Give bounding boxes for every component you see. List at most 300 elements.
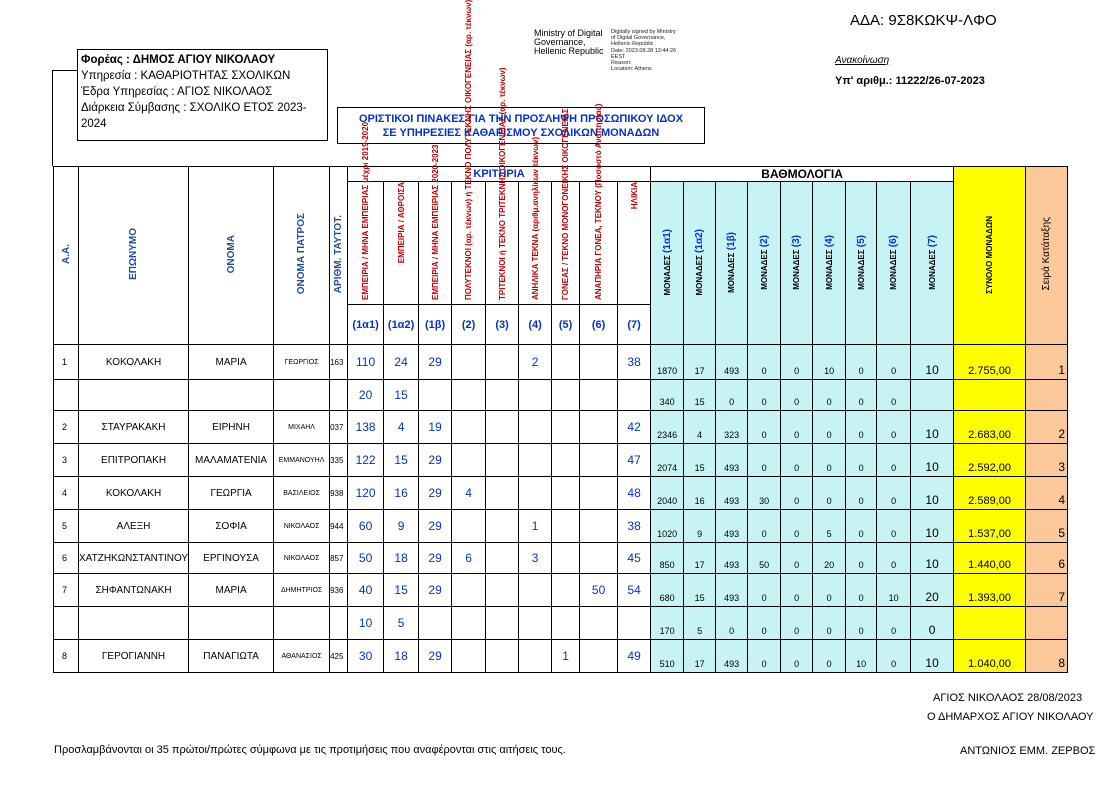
header-father: ΟΝΟΜΑ ΠΑΤΡΟΣ <box>274 167 330 345</box>
row-score: 493 <box>716 640 748 673</box>
row-score: 1870 <box>651 345 684 380</box>
row-score: 0 <box>781 380 813 411</box>
entity-service: Υπηρεσία : ΚΑΘΑΡΙΟΤΗΤΑΣ ΣΧΟΛΙΚΩΝ <box>81 70 291 82</box>
header-surname: ΕΠΩΝΥΜΟ <box>79 167 189 345</box>
row-father <box>274 607 330 640</box>
row-criterion: 54 <box>618 574 651 607</box>
criterion-code: (7) <box>618 305 651 345</box>
criterion-code: (1β) <box>419 305 452 345</box>
row-criterion <box>452 574 486 607</box>
criterion-label: ΗΛΙΚΙΑ <box>618 182 651 305</box>
row-score: 0 <box>813 607 846 640</box>
row-criterion: 110 <box>348 345 384 380</box>
entity-duration: Διάρκεια Σύμβασης : ΣΧΟΛΙΚΟ ΕΤΟΣ 2023- <box>81 102 307 114</box>
criterion-label: ΑΝΑΠΗΡΙΑ ΓΟΝΕΑ, ΤΕΚΝΟΥ (Ποσοστό Αναπηρίας) <box>580 182 618 305</box>
row-criterion: 29 <box>419 574 452 607</box>
table-row <box>54 380 1068 411</box>
row-score: 0 <box>716 607 748 640</box>
row-score: 17 <box>684 543 716 574</box>
criterion-code: (5) <box>552 305 580 345</box>
row-criterion <box>419 380 452 411</box>
score-col-header: ΜΟΝΑΔΕΣ (1α2) <box>684 182 716 345</box>
table-row <box>54 607 1068 640</box>
row-criterion <box>552 411 580 444</box>
row-score: 493 <box>716 477 748 510</box>
row-total: 2.592,00 <box>954 444 1026 477</box>
row-rank: 1 <box>1026 345 1068 380</box>
row-father: ΓΕΩΡΓΙΟΣ <box>274 345 330 380</box>
row-score: 170 <box>651 607 684 640</box>
row-id: 936 <box>330 574 348 607</box>
row-rank: 2 <box>1026 411 1068 444</box>
row-score: 0 <box>781 444 813 477</box>
row-score: 10 <box>911 411 954 444</box>
row-score: 0 <box>846 574 877 607</box>
table-row <box>54 411 1068 444</box>
row-criterion: 15 <box>384 444 419 477</box>
row-score: 0 <box>781 574 813 607</box>
row-score: 510 <box>651 640 684 673</box>
table-row <box>54 510 1068 543</box>
row-criterion <box>519 607 552 640</box>
row-criterion <box>486 444 519 477</box>
row-aa <box>54 380 79 411</box>
row-name: ΜΑΡΙΑ <box>189 345 274 380</box>
row-criterion: 60 <box>348 510 384 543</box>
criterion-label: ΓΟΝΕΑΣ / ΤΕΚΝΟ ΜΟΝΟΓΟΝΕΙΚΗΣ ΟΙΚΟΓΕΝΕΙΑΣ <box>552 182 580 305</box>
row-score: 0 <box>846 477 877 510</box>
row-criterion <box>486 607 519 640</box>
row-criterion: 40 <box>348 574 384 607</box>
row-score: 15 <box>684 574 716 607</box>
row-total <box>954 607 1026 640</box>
row-score: 0 <box>813 640 846 673</box>
row-score: 0 <box>877 345 911 380</box>
row-criterion: 50 <box>348 543 384 574</box>
row-score: 0 <box>877 543 911 574</box>
row-rank: 8 <box>1026 640 1068 673</box>
entity-duration-2: 2024 <box>81 118 107 130</box>
criterion-label: ΠΟΛΥΤΕΚΝΟΙ (αρ. τέκνων) ή ΤΕΚΝΟ ΠΟΛΥΤΕΚΝΗΣ ΟΙΚΟΓΕΝΕΙΑΣ (αρ. τέκνων) <box>452 182 486 305</box>
row-criterion <box>519 477 552 510</box>
row-score: 0 <box>748 574 781 607</box>
score-col-header: ΜΟΝΑΔΕΣ (1β) <box>716 182 748 345</box>
row-criterion <box>552 380 580 411</box>
row-criterion: 19 <box>419 411 452 444</box>
row-criterion <box>552 345 580 380</box>
row-criterion <box>486 640 519 673</box>
row-criterion: 29 <box>419 543 452 574</box>
row-score: 0 <box>716 380 748 411</box>
header-id: ΑΡΙΘΜ. ΤΑΥΤΟΤ. <box>330 167 348 345</box>
row-score: 493 <box>716 444 748 477</box>
row-criterion: 5 <box>384 607 419 640</box>
criterion-label: ΕΜΠΕΙΡΙΑ / ΑΘΡΟΙΣΑ <box>384 182 419 305</box>
row-surname: ΣΗΦΑΝΤΩΝΑΚΗ <box>79 574 189 607</box>
row-name: ΕΙΡΗΝΗ <box>189 411 274 444</box>
row-surname: ΚΟΚΟΛΑΚΗ <box>79 345 189 380</box>
row-criterion <box>486 345 519 380</box>
row-total: 1.440,00 <box>954 543 1026 574</box>
mayor-name: ΑΝΤΩΝΙΟΣ ΕΜΜ. ΖΕΡΒΟΣ <box>960 745 1096 757</box>
row-score: 9 <box>684 510 716 543</box>
row-criterion: 4 <box>384 411 419 444</box>
entity-info-box <box>77 49 328 141</box>
row-score: 0 <box>846 345 877 380</box>
hiring-note: Προσλαμβάνονται οι 35 πρώτοι/πρώτες σύμφωνα με τις προτιμήσεις που αναφέρονται στις αιτήσεις τους. <box>54 744 566 756</box>
row-score: 0 <box>877 477 911 510</box>
row-aa: 1 <box>54 345 79 380</box>
row-criterion <box>452 380 486 411</box>
row-father: ΜΙΧΑΗΛ <box>274 411 330 444</box>
row-score: 340 <box>651 380 684 411</box>
row-score: 2346 <box>651 411 684 444</box>
row-score: 0 <box>781 607 813 640</box>
entity-seat: Έδρα Υπηρεσίας : ΑΓΙΟΣ ΝΙΚΟΛΑΟΣ <box>81 86 273 98</box>
table-row <box>54 574 1068 607</box>
row-criterion: 15 <box>384 574 419 607</box>
row-criterion: 18 <box>384 640 419 673</box>
row-id: 425 <box>330 640 348 673</box>
bracket-line <box>52 70 78 71</box>
row-criterion: 29 <box>419 444 452 477</box>
row-criterion <box>552 477 580 510</box>
row-criterion: 6 <box>452 543 486 574</box>
row-surname: ΑΛΕΞΗ <box>79 510 189 543</box>
header-rank: Σειρά Κατάταξης <box>1026 167 1068 345</box>
row-score: 2074 <box>651 444 684 477</box>
row-score: 0 <box>813 477 846 510</box>
row-aa: 3 <box>54 444 79 477</box>
row-name: ΜΑΡΙΑ <box>189 574 274 607</box>
row-criterion <box>452 345 486 380</box>
row-criterion <box>452 444 486 477</box>
row-criterion: 50 <box>580 574 618 607</box>
row-rank: 7 <box>1026 574 1068 607</box>
row-criterion <box>519 574 552 607</box>
row-criterion: 4 <box>452 477 486 510</box>
row-score: 0 <box>781 640 813 673</box>
row-father: ΒΑΣΙΛΕΙΟΣ <box>274 477 330 510</box>
row-criterion <box>519 411 552 444</box>
row-score: 493 <box>716 345 748 380</box>
row-criterion <box>552 574 580 607</box>
row-criterion: 122 <box>348 444 384 477</box>
row-criterion <box>580 345 618 380</box>
row-criterion <box>552 607 580 640</box>
criterion-code: (1α2) <box>384 305 419 345</box>
row-father: ΔΗΜΗΤΡΙΟΣ <box>274 574 330 607</box>
row-criterion <box>486 477 519 510</box>
row-total: 1.537,00 <box>954 510 1026 543</box>
row-name: ΠΑΝΑΓΙΩΤΑ <box>189 640 274 673</box>
table-row <box>54 640 1068 673</box>
row-score: 0 <box>911 607 954 640</box>
row-criterion <box>519 444 552 477</box>
row-score: 10 <box>813 345 846 380</box>
row-score: 493 <box>716 574 748 607</box>
row-score: 10 <box>911 345 954 380</box>
score-col-header: ΜΟΝΑΔΕΣ (6) <box>877 182 911 345</box>
row-criterion <box>519 380 552 411</box>
entity-foreas: Φορέας : ΔΗΜΟΣ ΑΓΙΟΥ ΝΙΚΟΛΑΟΥ <box>81 54 276 66</box>
row-id: 335 <box>330 444 348 477</box>
ministry-signer: Ministry of Digital Governance, Hellenic Republic <box>534 28 604 56</box>
row-father: ΑΘΑΝΑΣΙΟΣ <box>274 640 330 673</box>
row-score: 4 <box>684 411 716 444</box>
row-score: 0 <box>813 380 846 411</box>
score-col-header: ΜΟΝΑΔΕΣ (7) <box>911 182 954 345</box>
row-name: ΕΡΓΙΝΟΥΣΑ <box>189 543 274 574</box>
row-score: 0 <box>877 510 911 543</box>
row-id <box>330 380 348 411</box>
row-name: ΣΟΦΙΑ <box>189 510 274 543</box>
row-score: 50 <box>748 543 781 574</box>
row-criterion <box>552 444 580 477</box>
place-date: ΑΓΙΟΣ ΝΙΚΟΛΑΟΣ 28/08/2023 <box>933 692 1083 704</box>
row-score: 0 <box>813 411 846 444</box>
row-id <box>330 607 348 640</box>
row-criterion <box>452 411 486 444</box>
row-score: 10 <box>846 640 877 673</box>
row-surname <box>79 607 189 640</box>
row-score: 15 <box>684 380 716 411</box>
row-criterion: 29 <box>419 345 452 380</box>
row-score: 0 <box>748 411 781 444</box>
table-row <box>54 477 1068 510</box>
row-score: 16 <box>684 477 716 510</box>
score-col-header: ΜΟΝΑΔΕΣ (4) <box>813 182 846 345</box>
header-aa: Α.Α. <box>54 167 79 345</box>
row-score: 0 <box>748 345 781 380</box>
row-score <box>911 380 954 411</box>
row-aa: 7 <box>54 574 79 607</box>
row-score: 0 <box>813 444 846 477</box>
row-score: 0 <box>877 444 911 477</box>
row-surname <box>79 380 189 411</box>
row-score: 0 <box>877 640 911 673</box>
digital-signature: Digitally signed by Ministry of Digital Governance, Hellenic Republic Date: 2023.08.28 13:44:26 EEST Reason: Location: Athens <box>611 29 677 73</box>
criterion-label: ΕΜΠΕΙΡΙΑ / ΜΗΝΑ ΕΜΠΕΙΡΙΑΣ μέχρι 2019-2020 <box>348 182 384 305</box>
row-rank: 3 <box>1026 444 1068 477</box>
row-score: 0 <box>846 607 877 640</box>
row-score: 0 <box>748 510 781 543</box>
row-criterion <box>618 607 651 640</box>
header-name: ΟΝΟΜΑ <box>189 167 274 345</box>
row-criterion <box>580 444 618 477</box>
criterion-label: ΕΜΠΕΙΡΙΑ / ΜΗΝΑ ΕΜΠΕΙΡΙΑΣ 2020-2023 <box>419 182 452 305</box>
row-criterion: 138 <box>348 411 384 444</box>
row-id: 944 <box>330 510 348 543</box>
score-col-header: ΜΟΝΑΔΕΣ (1α1) <box>651 182 684 345</box>
row-total: 1.040,00 <box>954 640 1026 673</box>
row-score: 0 <box>781 510 813 543</box>
row-score: 0 <box>877 411 911 444</box>
row-criterion: 120 <box>348 477 384 510</box>
criterion-code: (4) <box>519 305 552 345</box>
row-score: 10 <box>877 574 911 607</box>
score-col-header: ΜΟΝΑΔΕΣ (5) <box>846 182 877 345</box>
row-rank: 6 <box>1026 543 1068 574</box>
document-title: ΟΡΙΣΤΙΚΟΙ ΠΙΝΑΚΕΣ ΓΙΑ ΤΗΝ ΠΡΟΣΛΗΨΗ ΠΡΟΣΩΠΙΚΟΥ ΙΔΟΧ ΣΕ ΥΠΗΡΕΣΙΕΣ ΚΑΘΑΡΙΣΜΟΥ ΣΧΟΛΙΚΩΝ ΜΟΝΑΔΩΝ <box>337 107 705 144</box>
row-criterion <box>580 607 618 640</box>
row-score: 17 <box>684 640 716 673</box>
row-criterion <box>486 510 519 543</box>
row-score: 5 <box>684 607 716 640</box>
row-criterion <box>580 411 618 444</box>
row-surname: ΓΕΡΟΓΙΑΝΝΗ <box>79 640 189 673</box>
row-score: 0 <box>781 477 813 510</box>
row-criterion: 24 <box>384 345 419 380</box>
row-criterion: 16 <box>384 477 419 510</box>
score-col-header: ΜΟΝΑΔΕΣ (3) <box>781 182 813 345</box>
header-total: ΣΥΝΟΛΟ ΜΟΝΑΔΩΝ <box>954 167 1026 345</box>
row-criterion <box>580 380 618 411</box>
row-father <box>274 380 330 411</box>
row-score: 30 <box>748 477 781 510</box>
row-criterion: 48 <box>618 477 651 510</box>
ada-code: ΑΔΑ: 9Σ8ΚΩΚΨ-ΛΦΟ <box>850 12 997 29</box>
row-criterion <box>552 543 580 574</box>
row-score: 5 <box>813 510 846 543</box>
mayor-title: Ο ΔΗΜΑΡΧΟΣ ΑΓΙΟΥ ΝΙΚΟΛΑΟΥ <box>927 711 1094 723</box>
row-aa: 6 <box>54 543 79 574</box>
bracket-line <box>52 70 53 166</box>
row-score: 20 <box>911 574 954 607</box>
row-score: 17 <box>684 345 716 380</box>
row-criterion <box>580 543 618 574</box>
row-criterion: 30 <box>348 640 384 673</box>
row-criterion: 45 <box>618 543 651 574</box>
row-aa <box>54 607 79 640</box>
row-criterion: 10 <box>348 607 384 640</box>
row-criterion <box>580 510 618 543</box>
row-score: 0 <box>846 380 877 411</box>
row-score: 0 <box>846 510 877 543</box>
row-score: 493 <box>716 543 748 574</box>
row-criterion <box>486 574 519 607</box>
row-criterion <box>486 380 519 411</box>
row-id: 857 <box>330 543 348 574</box>
row-score: 10 <box>911 543 954 574</box>
row-rank: 5 <box>1026 510 1068 543</box>
row-aa: 5 <box>54 510 79 543</box>
criterion-label: ΑΝΗΛΙΚΑ ΤΕΚΝΑ (αριθμ.ανηλίκων τέκνων) <box>519 182 552 305</box>
row-criterion: 3 <box>519 543 552 574</box>
table-row <box>54 345 1068 380</box>
criterion-code: (2) <box>452 305 486 345</box>
row-aa: 4 <box>54 477 79 510</box>
row-criterion <box>419 607 452 640</box>
row-score: 10 <box>911 510 954 543</box>
scores-header: ΒΑΘΜΟΛΟΓΙΑ <box>651 167 954 182</box>
row-criterion: 47 <box>618 444 651 477</box>
row-score: 2040 <box>651 477 684 510</box>
row-criterion <box>486 411 519 444</box>
row-score: 10 <box>911 477 954 510</box>
row-criterion: 20 <box>348 380 384 411</box>
row-criterion: 29 <box>419 640 452 673</box>
row-aa: 2 <box>54 411 79 444</box>
row-score: 15 <box>684 444 716 477</box>
row-criterion <box>580 640 618 673</box>
row-total: 2.755,00 <box>954 345 1026 380</box>
row-criterion <box>552 510 580 543</box>
row-criterion: 9 <box>384 510 419 543</box>
row-surname: ΕΠΙΤΡΟΠΑΚΗ <box>79 444 189 477</box>
row-surname: ΧΑΤΖΗΚΩΝΣΤΑΝΤΙΝΟΥ <box>79 543 189 574</box>
criterion-code: (1α1) <box>348 305 384 345</box>
row-score: 0 <box>781 543 813 574</box>
row-score: 0 <box>781 411 813 444</box>
row-rank <box>1026 380 1068 411</box>
row-name <box>189 380 274 411</box>
row-score: 10 <box>911 640 954 673</box>
row-father: ΝΙΚΟΛΑΟΣ <box>274 543 330 574</box>
row-total: 2.589,00 <box>954 477 1026 510</box>
row-score: 323 <box>716 411 748 444</box>
row-score: 680 <box>651 574 684 607</box>
row-criterion: 29 <box>419 477 452 510</box>
row-total: 1.393,00 <box>954 574 1026 607</box>
criterion-label: ΤΡΙΤΕΚΝΟΙ ή ΤΕΚΝΟ ΤΡΙΤΕΚΝΗΣ ΟΙΚΟΓΕΝΕΙΑΣ (αρ. τέκνων) <box>486 182 519 305</box>
score-col-header: ΜΟΝΑΔΕΣ (2) <box>748 182 781 345</box>
row-criterion <box>452 607 486 640</box>
row-score: 0 <box>877 607 911 640</box>
row-score: 0 <box>877 380 911 411</box>
row-father: ΕΜΜΑΝΟΥΗΛ <box>274 444 330 477</box>
row-score: 850 <box>651 543 684 574</box>
row-father: ΝΙΚΟΛΑΟΣ <box>274 510 330 543</box>
row-score: 0 <box>748 444 781 477</box>
row-criterion <box>519 640 552 673</box>
row-rank: 4 <box>1026 477 1068 510</box>
row-rank <box>1026 607 1068 640</box>
criteria-header: ΚΡΙΤΗΡΙΑ <box>348 167 651 182</box>
criterion-code: (3) <box>486 305 519 345</box>
row-score: 1020 <box>651 510 684 543</box>
table-row <box>54 543 1068 574</box>
announcement-label: Ανακοίνωση <box>835 55 890 66</box>
protocol-number: Υπ' αριθμ.: 11222/26-07-2023 <box>835 75 985 87</box>
row-score: 0 <box>748 607 781 640</box>
row-criterion <box>618 380 651 411</box>
row-criterion: 42 <box>618 411 651 444</box>
row-name <box>189 607 274 640</box>
row-criterion: 38 <box>618 510 651 543</box>
row-score: 10 <box>911 444 954 477</box>
row-score: 0 <box>748 640 781 673</box>
row-score: 0 <box>748 380 781 411</box>
row-id: 037 <box>330 411 348 444</box>
row-criterion: 18 <box>384 543 419 574</box>
row-criterion: 1 <box>552 640 580 673</box>
row-criterion <box>452 640 486 673</box>
row-aa: 8 <box>54 640 79 673</box>
row-criterion: 15 <box>384 380 419 411</box>
row-surname: ΣΤΑΥΡΑΚΑΚΗ <box>79 411 189 444</box>
row-score: 0 <box>846 444 877 477</box>
row-criterion <box>580 477 618 510</box>
row-surname: ΚΟΚΟΛΑΚΗ <box>79 477 189 510</box>
row-score: 0 <box>813 574 846 607</box>
row-criterion <box>486 543 519 574</box>
row-criterion: 49 <box>618 640 651 673</box>
row-score: 0 <box>781 345 813 380</box>
row-score: 0 <box>846 543 877 574</box>
row-criterion: 2 <box>519 345 552 380</box>
row-score: 0 <box>846 411 877 444</box>
